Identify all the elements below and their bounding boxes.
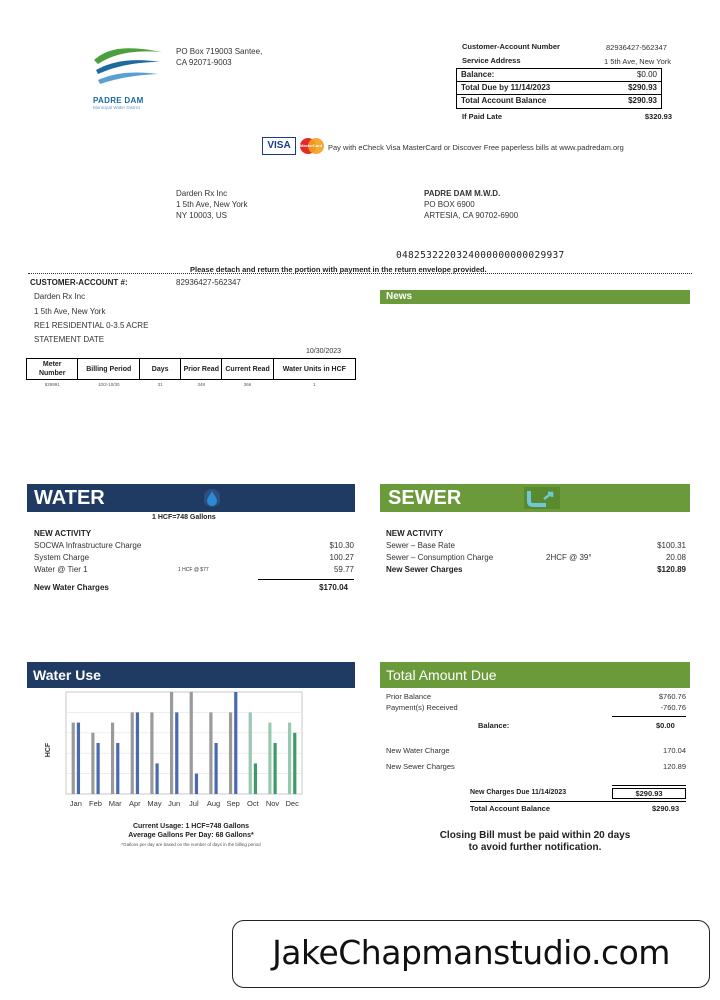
mail-from-address [176,188,247,221]
sewer-item-label: Sewer – Consumption Charge [386,553,494,562]
chart-xlabel-may: May [147,799,162,808]
balance-value: $0.00 [636,70,657,79]
balance-row [457,69,661,82]
chart-bar-prior-year-may [150,712,153,794]
statement-date-label: STATEMENT DATE [34,335,105,344]
mail-to-line2: PO BOX 6900 [424,200,475,209]
water-total-rule [258,579,354,580]
watermark-box [232,920,710,988]
new-sewer-value: 120.89 [663,762,686,771]
sewer-item-amount: 20.08 [665,553,686,562]
chart-bar-current-year-apr [136,712,139,794]
chart-xlabel-feb: Feb [89,799,102,808]
mastercard-icon [297,137,327,155]
closing-line2: to avoid further notification. [468,842,602,853]
po-address-line1: PO Box 719003 Santee, [176,47,263,56]
th-billing-period: Billing Period [78,359,140,380]
prior-balance-row [386,692,686,703]
visa-icon: VISA [262,137,296,155]
water-activity-label: NEW ACTIVITY [34,529,92,538]
balance-rule [612,716,686,717]
mail-from-line1: Darden Rx Inc [176,189,228,198]
chart-bar-current-year-feb [97,743,100,794]
chart-bar-current-year-nov [274,743,277,794]
td-prior-read: 348 [197,382,206,387]
chart-xlabel-apr: Apr [128,799,141,808]
chart-bar-current-year-may [156,763,159,794]
list-item [34,552,354,564]
account-summary-box [456,68,662,109]
new-charges-list [386,746,686,776]
new-sewer-label: New Sewer Charges [386,762,455,771]
water-use-footnote: *Gallons per day are based on the number of days in the billing period [121,842,261,847]
payments-label: Payment(s) Received [386,703,458,712]
customer-name: Darden Rx Inc [34,292,86,301]
list-item [34,564,354,576]
po-address-line2: CA 92071-9003 [176,58,232,67]
table-row [27,380,356,388]
balance-label: Balance: [461,70,495,79]
sewer-activity [386,528,686,576]
total-balance-label: Total Account Balance [470,804,551,813]
water-item-label: SOCWA Infrastructure Charge [34,541,142,550]
if-paid-late-value: $320.93 [644,112,672,121]
list-item [386,552,686,564]
service-address-value: 1 5th Ave, New York [604,57,671,66]
th-current-read: Current Read [222,359,273,380]
th-days: Days [140,359,181,380]
chart-bar-current-year-dec [293,733,296,794]
chart-xlabel-jun: Jun [168,799,181,808]
new-charges-label: New Charges Due 11/14/2023 [470,789,567,796]
watermark-text: JakeChapmanstudio.com [272,933,670,972]
water-item-label: Water @ Tier 1 [34,565,88,574]
scanline: 0482532220324000000000029937 [396,250,565,261]
water-header [27,484,355,512]
list-item [386,540,686,552]
water-total-value: $170.04 [319,583,348,592]
water-title: WATER [34,487,105,509]
chart-xlabel-sep: Sep [226,799,240,808]
list-item [34,540,354,552]
chart-bar-prior-year-aug [209,712,212,794]
chart-bar-prior-year-apr [131,712,134,794]
water-item-amount: $10.30 [329,541,354,550]
td-current-read: 366 [243,382,252,387]
balance-value-2: $0.00 [656,721,675,730]
chart-xlabel-aug: Aug [206,799,221,808]
chart-xlabel-nov: Nov [265,799,280,808]
td-water-units: 1 [313,382,316,387]
new-water-value: 170.04 [663,746,686,755]
sewer-header [380,484,690,512]
payments-row [386,703,686,714]
chart-bar-prior-year-jul [190,692,193,794]
chart-bar-prior-year-oct [249,712,252,794]
closing-line1: Closing Bill must be paid within 20 days [439,830,631,841]
prior-balance-value: $760.76 [658,692,686,701]
water-use-header: Water Use [27,662,355,688]
water-item-amount: 100.27 [329,553,354,562]
water-item-amount: 59.77 [333,565,354,574]
prior-balance-label: Prior Balance [386,692,432,701]
logo-tagline: Municipal Water District [93,105,141,110]
detach-note: Please detach and return the portion with payment in the return envelope provided. [190,265,487,274]
sewer-activity-label: NEW ACTIVITY [386,529,444,538]
sewer-pipe-icon [524,487,560,509]
new-charges-value: $290.93 [612,788,686,799]
payment-text: Pay with eCheck Visa MasterCard or Discover Free paperless bills at www.padredam.org [328,143,624,152]
th-prior-read: Prior Read [181,359,222,380]
new-charges-rule [612,785,686,786]
total-account-value: $290.93 [628,96,657,105]
total-due-body [386,692,686,714]
mail-to-address [424,188,518,221]
total-due-row [457,82,661,95]
chart-bar-prior-year-feb [91,733,94,794]
water-activity [34,528,354,576]
customer-rate: RE1 RESIDENTIAL 0-3.5 ACRE [34,321,149,330]
chart-xlabel-dec: Dec [285,799,299,808]
chart-bar-prior-year-dec [288,723,291,794]
sewer-total-label: New Sewer Charges [386,565,463,574]
total-account-row [457,95,661,108]
chart-bar-current-year-jan [77,723,80,794]
sewer-item-label: Sewer – Base Rate [386,541,455,550]
water-subtitle: 1 HCF=748 Gallons [152,514,216,521]
chart-bar-prior-year-jun [170,692,173,794]
mail-to-line1: PADRE DAM M.W.D. [424,189,501,198]
td-billing-period: 10/2-10/30 [97,382,120,387]
sewer-item-amount: $100.31 [657,541,686,550]
customer-account-value: 82936427-562347 [606,43,667,52]
customer-account-value-2: 82936427-562347 [176,278,241,287]
water-item-note: 1 HCF @ $77 [178,567,209,573]
chart-bar-current-year-aug [215,743,218,794]
customer-address: 1 5th Ave, New York [34,307,106,316]
chart-bar-current-year-mar [116,743,119,794]
logo-name: PADRE DAM [93,96,144,105]
water-use-chart [40,688,310,812]
total-due-label: Total Due by 11/14/2023 [461,83,551,92]
mail-to-line3: ARTESIA, CA 90702-6900 [424,211,519,220]
if-paid-late-label: If Paid Late [462,112,503,121]
remit-po-address [176,46,262,68]
total-account-label: Total Account Balance [461,96,547,105]
th-meter-number: Meter Number [27,359,78,380]
total-balance-rule [470,801,686,802]
chart-bar-current-year-sep [234,692,237,794]
chart-plot-area [66,692,302,794]
chart-xlabel-jan: Jan [69,799,82,808]
chart-bar-prior-year-sep [229,712,232,794]
water-total-row [34,582,348,594]
meter-table-header [27,359,356,380]
chart-bar-current-year-jun [175,712,178,794]
sewer-title: SEWER [388,487,462,509]
new-water-label: New Water Charge [386,746,450,755]
new-water-row [386,746,686,762]
new-sewer-row [386,762,686,776]
logo [90,44,170,110]
water-drop-icon [204,488,220,508]
total-balance-value: $290.93 [652,804,680,813]
mail-from-line2: 1 5th Ave, New York [176,200,248,209]
closing-note [380,830,690,854]
chart-xlabel-jul: Jul [189,799,199,808]
td-meter-number: 829991 [44,382,60,387]
chart-bar-current-year-oct [254,763,257,794]
water-item-label: System Charge [34,553,90,562]
customer-account-label-2: CUSTOMER-ACCOUNT #: [30,278,128,287]
chart-ylabel: HCF [45,742,52,758]
customer-account-label: Customer-Account Number [462,42,560,51]
chart-bar-prior-year-mar [111,723,114,794]
chart-bar-prior-year-nov [268,723,271,794]
payments-value: -760.76 [660,703,686,712]
sewer-total-row [386,564,686,576]
balance-label-2: Balance: [478,721,510,730]
water-total-label: New Water Charges [34,583,109,592]
mail-from-line3: NY 10003, US [176,211,227,220]
statement-date: 10/30/2023 [306,348,342,355]
total-due-value: $290.93 [628,83,657,92]
service-address-label: Service Address [462,56,521,65]
chart-bar-prior-year-jan [72,723,75,794]
detach-line [28,273,692,274]
avg-gallons: Average Gallons Per Day: 68 Gallons* [128,832,254,839]
water-use-summary [27,822,355,849]
padre-dam-wave-icon [92,44,164,88]
news-header: News [380,290,690,304]
th-water-units: Water Units in HCF [273,359,355,380]
td-days: 31 [157,382,163,387]
sewer-item-note: 2HCF @ 39° [546,553,592,562]
meter-table [26,358,356,387]
total-due-header: Total Amount Due [380,662,690,688]
if-paid-late-row [462,112,672,121]
chart-xlabel-mar: Mar [108,799,122,808]
current-usage: Current Usage: 1 HCF=748 Gallons [132,823,250,830]
sewer-total-value: $120.89 [657,565,686,574]
chart-bar-current-year-jul [195,774,198,794]
chart-xlabel-oct: Oct [246,799,259,808]
mastercard-label: MasterCard [300,143,323,148]
